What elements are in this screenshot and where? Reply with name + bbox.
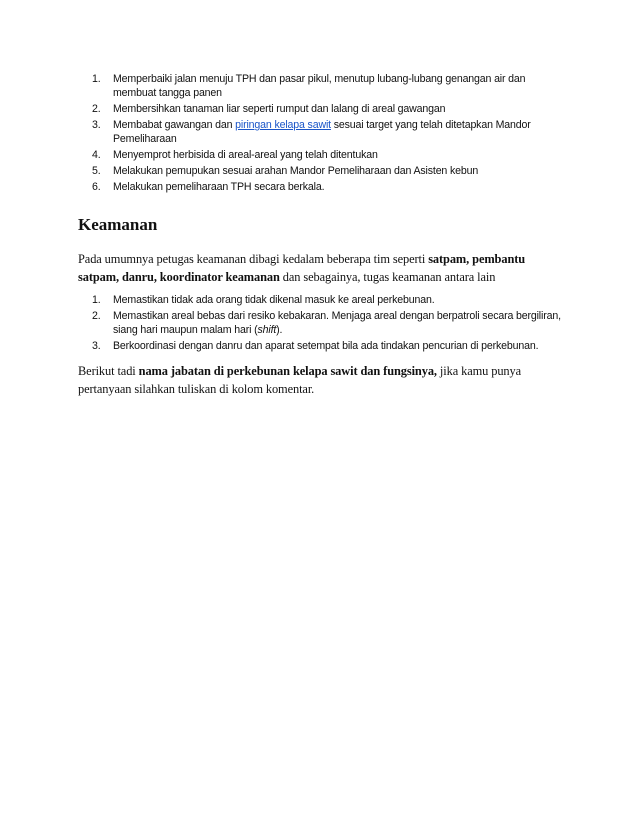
list-item-text-end: sesuai target yang telah ditetapkan Mandor Pemeliharaan — [113, 119, 531, 145]
list-item — [92, 148, 562, 162]
closing-paragraph — [78, 362, 556, 398]
security-task-list — [92, 293, 562, 355]
list-number: 6. — [92, 181, 101, 193]
list-item-text: Berkoordinasi dengan danru dan aparat setempat bila ada tindakan pencurian di perkebunan. — [113, 340, 539, 352]
closing-text-end: jika kamu punya pertanyaan silahkan tuliskan di kolom komentar. — [78, 364, 522, 396]
closing-text-start: Berikut tadi — [78, 364, 139, 378]
list-item-text: Memastikan tidak ada orang tidak dikenal masuk ke areal perkebunan. — [113, 294, 435, 306]
list-number: 2. — [92, 103, 101, 115]
list-number: 3. — [92, 340, 101, 352]
section-heading: Keamanan — [78, 215, 158, 234]
list-number: 5. — [92, 165, 101, 177]
list-item — [92, 339, 562, 353]
list-item-italic: shift — [257, 324, 277, 336]
list-item-text-start: Memastikan areal bebas dari resiko kebakaran. Menjaga areal dengan berpatroli secara bergiliran, siang hari maupun malam hari ( — [113, 310, 561, 336]
list-item-text-end: ). — [276, 324, 283, 336]
list-item-text: Melakukan pemupukan sesuai arahan Mandor Pemeliharaan dan Asisten kebun — [113, 165, 479, 177]
list-item-text: Menyemprot herbisida di areal-areal yang telah ditentukan — [113, 149, 378, 161]
list-number: 1. — [92, 294, 101, 306]
intro-bold-roles: satpam, pembantu satpam, danru, koordinator keamanan — [78, 252, 526, 284]
list-item — [92, 180, 562, 194]
list-item-text-start: Membabat gawangan dan — [113, 119, 236, 131]
list-item — [92, 309, 562, 337]
list-number: 2. — [92, 310, 101, 322]
list-item-text: Memperbaiki jalan menuju TPH dan pasar pikul, menutup lubang-lubang genangan air dan membuat tangga panen — [113, 73, 526, 99]
list-item — [92, 164, 562, 178]
piringan-kelapa-sawit-link[interactable]: piringan kelapa sawit — [235, 119, 331, 131]
intro-text-start: Pada umumnya petugas keamanan dibagi kedalam beberapa tim seperti — [78, 252, 429, 266]
list-item — [92, 293, 562, 307]
list-number: 4. — [92, 149, 101, 161]
list-item-text: Melakukan pemeliharaan TPH secara berkala. — [113, 181, 325, 193]
list-item — [92, 118, 562, 146]
list-item-text: Membersihkan tanaman liar seperti rumput dan lalang di areal gawangan — [113, 103, 446, 115]
intro-text-end: dan sebagainya, tugas keamanan antara lain — [279, 270, 496, 284]
section-intro-paragraph — [78, 250, 556, 286]
list-number: 3. — [92, 119, 101, 131]
closing-bold-text: nama jabatan di perkebunan kelapa sawit dan fungsinya, — [138, 364, 437, 378]
list-item — [92, 102, 562, 116]
list-number: 1. — [92, 73, 101, 85]
maintenance-task-list — [92, 72, 562, 196]
list-item — [92, 72, 562, 100]
